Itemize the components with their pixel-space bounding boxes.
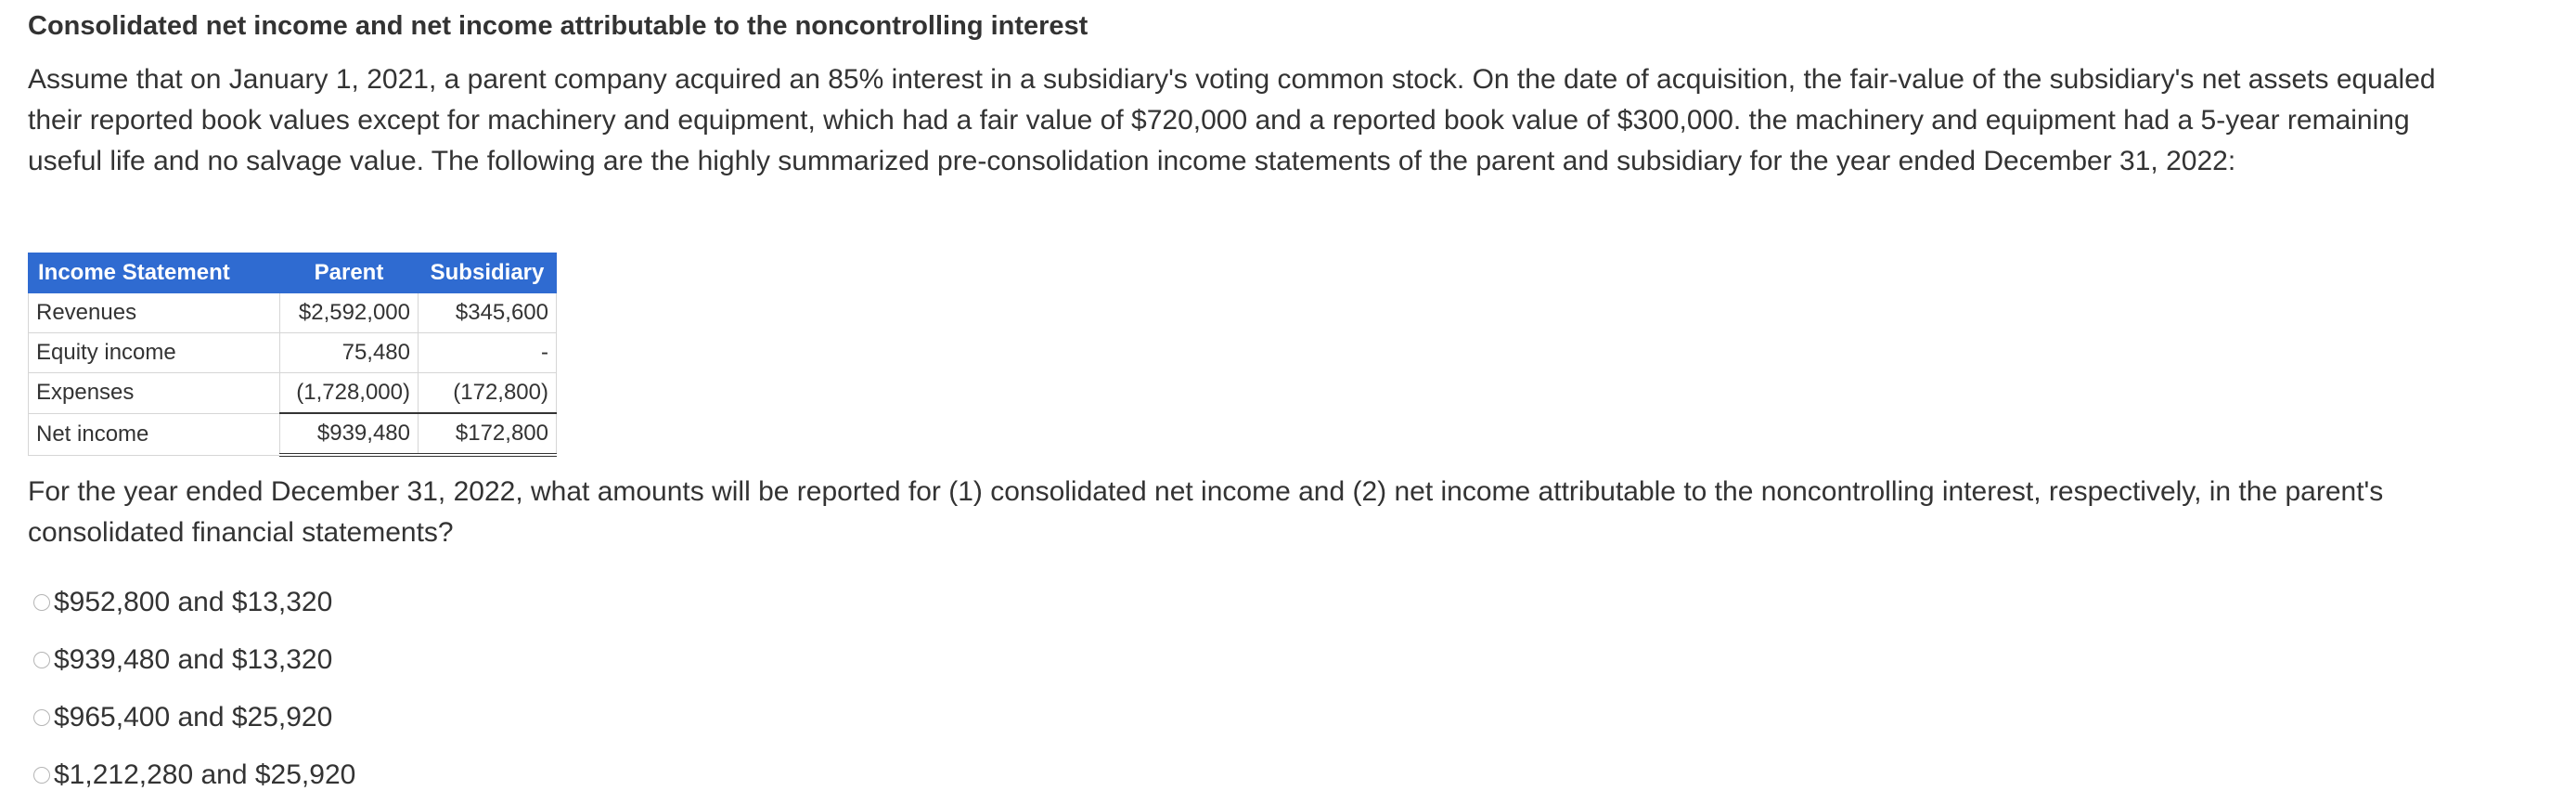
question-intro <box>28 59 2552 182</box>
table-row-total <box>29 413 557 455</box>
answer-option-1[interactable] <box>33 574 355 631</box>
table-row <box>29 293 557 333</box>
option-label[interactable]: $952,800 and $13,320 <box>54 587 333 617</box>
row-label: Equity income <box>29 333 280 373</box>
option-label[interactable]: $939,480 and $13,320 <box>54 644 333 675</box>
header-subsidiary: Subsidiary <box>419 253 557 293</box>
intro-line: Assume that on January 1, 2021, a parent company acquired an 85% interest in a subsidiary's voting common stock. On the date of acquisition, the fair-value of the subsidiary's net assets equaled <box>28 64 2436 95</box>
subsidiary-value: $345,600 <box>419 293 557 333</box>
radio-button[interactable] <box>33 594 50 611</box>
header-income-statement: Income Statement <box>29 253 280 293</box>
income-statement-table <box>28 253 557 457</box>
row-label: Revenues <box>29 293 280 333</box>
subsidiary-value: (172,800) <box>419 373 557 414</box>
row-label: Expenses <box>29 373 280 414</box>
table-header-row <box>29 253 557 293</box>
parent-value: $939,480 <box>280 413 419 455</box>
table-row <box>29 333 557 373</box>
parent-value: 75,480 <box>280 333 419 373</box>
option-label[interactable]: $1,212,280 and $25,920 <box>54 759 356 790</box>
radio-button[interactable] <box>33 652 50 668</box>
table-row <box>29 373 557 414</box>
subsidiary-value: - <box>419 333 557 373</box>
intro-line: their reported book values except for machinery and equipment, which had a fair value of $720,000 and a reported book value of $300,000. the machinery and equipment had a 5-year remaining <box>28 105 2410 136</box>
parent-value: $2,592,000 <box>280 293 419 333</box>
prompt-line: consolidated financial statements? <box>28 517 454 548</box>
row-label: Net income <box>29 413 280 455</box>
answer-option-4[interactable] <box>33 746 355 804</box>
header-parent: Parent <box>280 253 419 293</box>
radio-button[interactable] <box>33 767 50 784</box>
parent-value: (1,728,000) <box>280 373 419 414</box>
answer-options <box>33 574 355 804</box>
intro-line: useful life and no salvage value. The following are the highly summarized pre-consolidation income statements of the parent and subsidiary for the year ended December 31, 2022: <box>28 146 2236 176</box>
prompt-line: For the year ended December 31, 2022, what amounts will be reported for (1) consolidated net income and (2) net income attributable to the noncontrolling interest, respectively, in the parent's <box>28 476 2384 507</box>
option-label[interactable]: $965,400 and $25,920 <box>54 702 333 733</box>
question-title: Consolidated net income and net income attributable to the noncontrolling interest <box>28 11 1088 41</box>
answer-option-3[interactable] <box>33 689 355 746</box>
subsidiary-value: $172,800 <box>419 413 557 455</box>
answer-option-2[interactable] <box>33 631 355 689</box>
question-prompt <box>28 472 2552 553</box>
radio-button[interactable] <box>33 709 50 726</box>
